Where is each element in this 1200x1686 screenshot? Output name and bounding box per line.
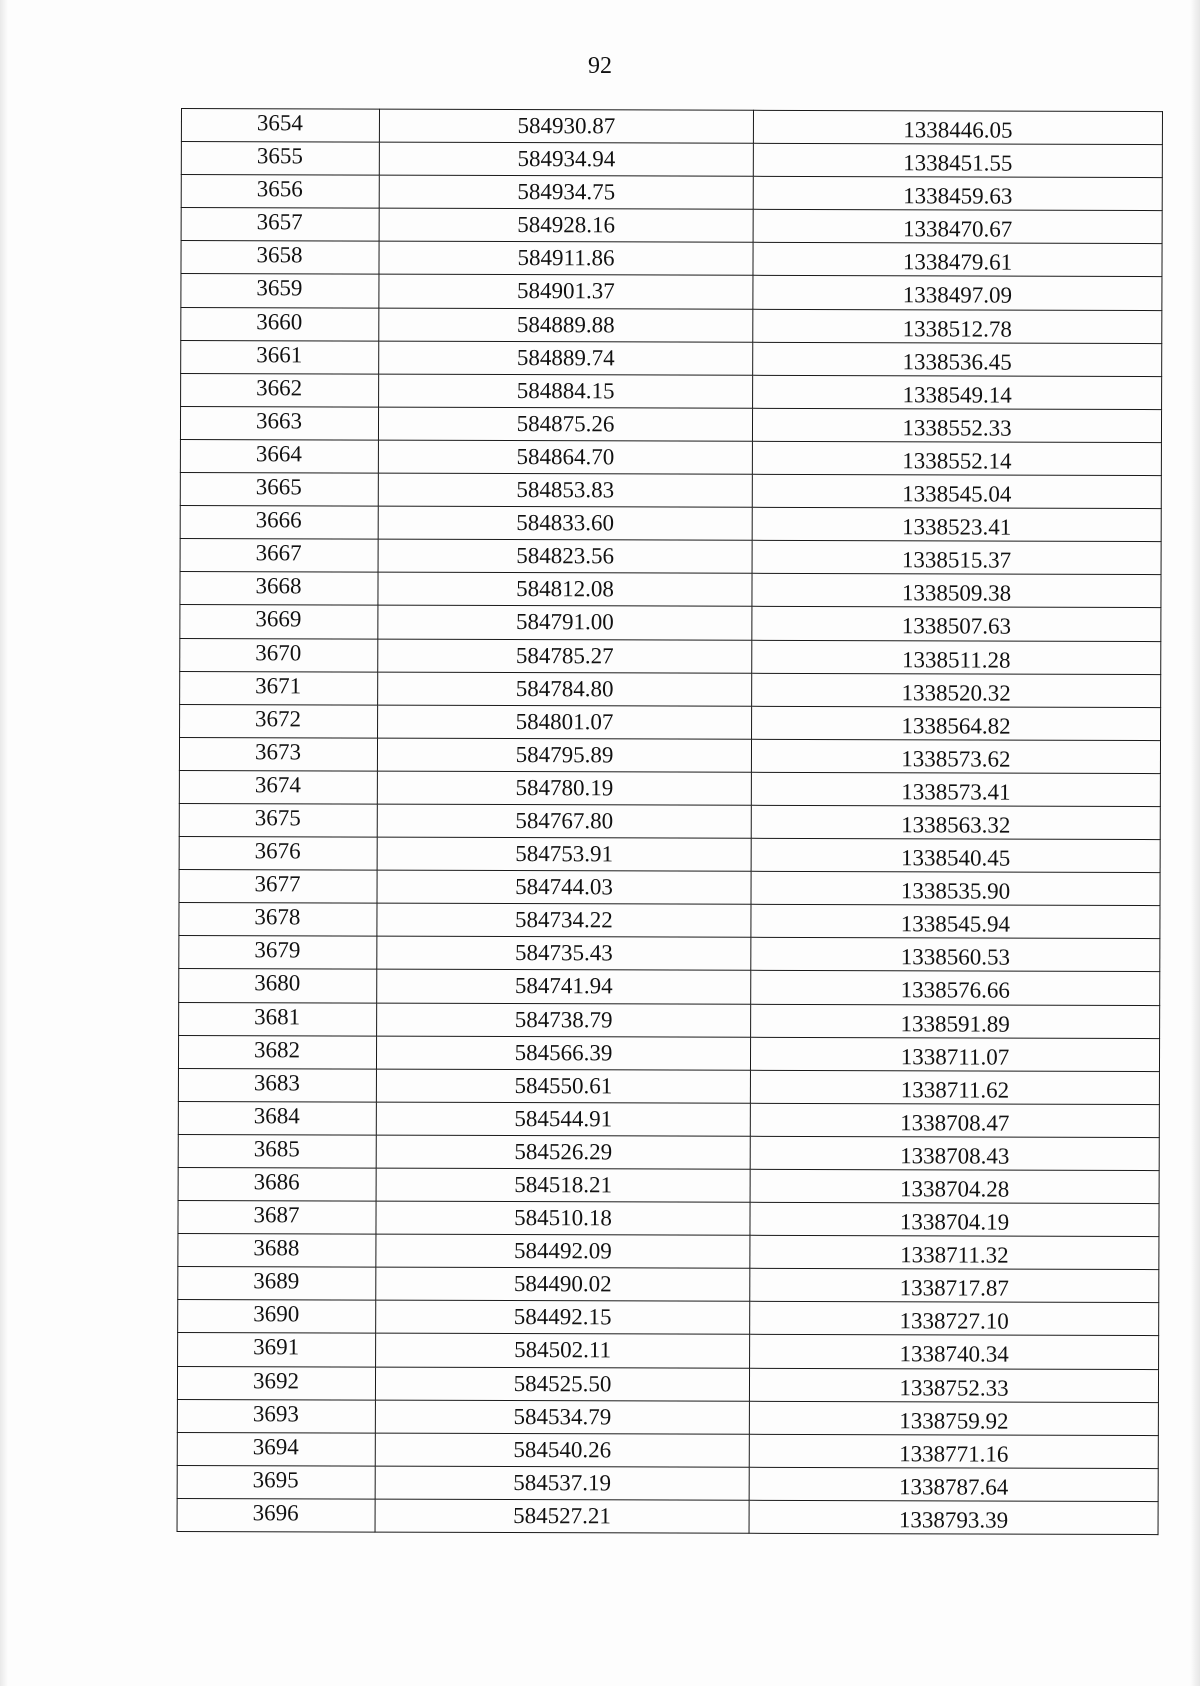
y-coordinate-cell: 1338704.28	[750, 1169, 1159, 1203]
y-coordinate-cell: 1338515.37	[752, 541, 1161, 575]
y-coordinate-cell: 1338771.16	[749, 1434, 1158, 1468]
y-coordinate-cell: 1338576.66	[751, 971, 1160, 1005]
table-row	[179, 803, 1160, 839]
y-coordinate-cell: 1338545.04	[752, 474, 1161, 508]
table-row	[181, 208, 1162, 244]
point-number-cell: 3681	[179, 1002, 377, 1036]
y-coordinate-cell: 1338708.47	[750, 1103, 1159, 1137]
x-coordinate-cell: 584934.94	[379, 142, 753, 176]
y-coordinate-cell: 1338552.14	[752, 441, 1161, 475]
table-row	[180, 572, 1161, 608]
x-coordinate-cell: 584901.37	[379, 275, 753, 309]
coordinates-table-body	[177, 109, 1162, 1535]
table-row	[180, 473, 1161, 509]
y-coordinate-cell: 1338711.62	[750, 1070, 1159, 1104]
x-coordinate-cell: 584734.22	[377, 903, 751, 937]
y-coordinate-cell: 1338708.43	[750, 1136, 1159, 1170]
table-row	[178, 1167, 1159, 1203]
point-number-cell: 3671	[180, 671, 378, 705]
y-coordinate-cell: 1338549.14	[753, 375, 1162, 409]
y-coordinate-cell: 1338560.53	[751, 938, 1160, 972]
x-coordinate-cell: 584889.88	[379, 308, 753, 342]
x-coordinate-cell: 584550.61	[376, 1069, 750, 1103]
point-number-cell: 3679	[179, 936, 377, 970]
point-number-cell: 3682	[178, 1035, 376, 1069]
x-coordinate-cell: 584753.91	[377, 837, 751, 871]
x-coordinate-cell: 584518.21	[376, 1168, 750, 1202]
table-row	[177, 1498, 1158, 1534]
point-number-cell: 3695	[177, 1465, 375, 1499]
x-coordinate-cell: 584823.56	[378, 539, 752, 573]
table-row	[178, 1101, 1159, 1137]
point-number-cell: 3696	[177, 1498, 375, 1532]
table-row	[179, 870, 1160, 906]
table-row	[178, 1035, 1159, 1071]
point-number-cell: 3658	[181, 241, 379, 275]
table-row	[179, 737, 1160, 773]
point-number-cell: 3668	[180, 572, 378, 606]
point-number-cell: 3673	[179, 737, 377, 771]
y-coordinate-cell: 1338511.28	[752, 640, 1161, 674]
x-coordinate-cell: 584526.29	[376, 1135, 750, 1169]
x-coordinate-cell: 584812.08	[378, 572, 752, 606]
x-coordinate-cell: 584853.83	[378, 473, 752, 507]
point-number-cell: 3654	[181, 109, 379, 143]
y-coordinate-cell: 1338752.33	[749, 1368, 1158, 1402]
y-coordinate-cell: 1338446.05	[753, 110, 1162, 144]
y-coordinate-cell: 1338479.61	[753, 243, 1162, 277]
point-number-cell: 3664	[180, 439, 378, 473]
point-number-cell: 3692	[177, 1366, 375, 1400]
x-coordinate-cell: 584889.74	[379, 341, 753, 375]
table-row	[181, 274, 1162, 310]
table-row	[180, 704, 1161, 740]
y-coordinate-cell: 1338512.78	[753, 309, 1162, 343]
table-row	[181, 109, 1162, 145]
table-row	[179, 969, 1160, 1005]
y-coordinate-cell: 1338759.92	[749, 1401, 1158, 1435]
y-coordinate-cell: 1338717.87	[750, 1269, 1159, 1303]
x-coordinate-cell: 584492.09	[376, 1234, 750, 1268]
y-coordinate-cell: 1338591.89	[751, 1004, 1160, 1038]
x-coordinate-cell: 584911.86	[379, 241, 753, 275]
point-number-cell: 3657	[181, 208, 379, 242]
point-number-cell: 3656	[181, 175, 379, 209]
table-row	[179, 837, 1160, 873]
x-coordinate-cell: 584744.03	[377, 870, 751, 904]
point-number-cell: 3669	[180, 605, 378, 639]
point-number-cell: 3663	[180, 406, 378, 440]
point-number-cell: 3661	[181, 340, 379, 374]
x-coordinate-cell: 584738.79	[377, 1003, 751, 1037]
table-row	[177, 1399, 1158, 1435]
point-number-cell: 3678	[179, 903, 377, 937]
table-row	[181, 142, 1162, 178]
table-row	[180, 439, 1161, 475]
y-coordinate-cell: 1338573.62	[751, 739, 1160, 773]
x-coordinate-cell: 584540.26	[375, 1433, 749, 1467]
y-coordinate-cell: 1338711.32	[750, 1235, 1159, 1269]
scan-edge-left	[0, 0, 8, 1686]
point-number-cell: 3685	[178, 1134, 376, 1168]
table-row	[179, 1002, 1160, 1038]
point-number-cell: 3694	[177, 1432, 375, 1466]
x-coordinate-cell: 584791.00	[378, 606, 752, 640]
y-coordinate-cell: 1338564.82	[752, 706, 1161, 740]
y-coordinate-cell: 1338545.94	[751, 905, 1160, 939]
point-number-cell: 3686	[178, 1167, 376, 1201]
y-coordinate-cell: 1338540.45	[751, 838, 1160, 872]
table-row	[180, 671, 1161, 707]
y-coordinate-cell: 1338552.33	[752, 408, 1161, 442]
x-coordinate-cell: 584767.80	[377, 804, 751, 838]
point-number-cell: 3665	[180, 473, 378, 507]
y-coordinate-cell: 1338523.41	[752, 507, 1161, 541]
y-coordinate-cell: 1338509.38	[752, 574, 1161, 608]
x-coordinate-cell: 584525.50	[375, 1367, 749, 1401]
table-row	[178, 1300, 1159, 1336]
x-coordinate-cell: 584864.70	[378, 440, 752, 474]
x-coordinate-cell: 584784.80	[378, 672, 752, 706]
x-coordinate-cell: 584934.75	[379, 175, 753, 209]
y-coordinate-cell: 1338711.07	[750, 1037, 1159, 1071]
table-row	[181, 307, 1162, 343]
x-coordinate-cell: 584735.43	[377, 936, 751, 970]
x-coordinate-cell: 584544.91	[376, 1102, 750, 1136]
point-number-cell: 3687	[178, 1201, 376, 1235]
x-coordinate-cell: 584566.39	[376, 1036, 750, 1070]
table-row	[181, 175, 1162, 211]
point-number-cell: 3666	[180, 506, 378, 540]
table-row	[181, 373, 1162, 409]
x-coordinate-cell: 584741.94	[377, 970, 751, 1004]
point-number-cell: 3688	[178, 1234, 376, 1268]
coordinates-table	[177, 108, 1163, 1535]
table-row	[180, 506, 1161, 542]
table-row	[179, 936, 1160, 972]
x-coordinate-cell: 584502.11	[376, 1334, 750, 1368]
table-row	[180, 605, 1161, 641]
y-coordinate-cell: 1338451.55	[753, 143, 1162, 177]
y-coordinate-cell: 1338459.63	[753, 176, 1162, 210]
x-coordinate-cell: 584875.26	[378, 407, 752, 441]
y-coordinate-cell: 1338535.90	[751, 871, 1160, 905]
x-coordinate-cell: 584801.07	[378, 705, 752, 739]
point-number-cell: 3667	[180, 539, 378, 573]
point-number-cell: 3689	[178, 1267, 376, 1301]
x-coordinate-cell: 584884.15	[379, 374, 753, 408]
x-coordinate-cell: 584537.19	[375, 1466, 749, 1500]
y-coordinate-cell: 1338573.41	[751, 772, 1160, 806]
table-row	[177, 1366, 1158, 1402]
page-number: 92	[588, 53, 612, 79]
y-coordinate-cell: 1338727.10	[750, 1302, 1159, 1336]
point-number-cell: 3684	[178, 1101, 376, 1135]
x-coordinate-cell: 584490.02	[376, 1267, 750, 1301]
table-row	[177, 1465, 1158, 1501]
point-number-cell: 3672	[180, 704, 378, 738]
x-coordinate-cell: 584527.21	[375, 1499, 749, 1533]
x-coordinate-cell: 584928.16	[379, 208, 753, 242]
table-row	[178, 1267, 1159, 1303]
y-coordinate-cell: 1338740.34	[750, 1335, 1159, 1369]
x-coordinate-cell: 584833.60	[378, 506, 752, 540]
x-coordinate-cell: 584534.79	[375, 1400, 749, 1434]
table-row	[179, 770, 1160, 806]
x-coordinate-cell: 584780.19	[377, 771, 751, 805]
table-row	[180, 406, 1161, 442]
point-number-cell: 3660	[181, 307, 379, 341]
y-coordinate-cell: 1338507.63	[752, 607, 1161, 641]
y-coordinate-cell: 1338787.64	[749, 1467, 1158, 1501]
table-row	[178, 1201, 1159, 1237]
x-coordinate-cell: 584510.18	[376, 1201, 750, 1235]
point-number-cell: 3670	[180, 638, 378, 672]
point-number-cell: 3677	[179, 870, 377, 904]
point-number-cell: 3662	[181, 373, 379, 407]
y-coordinate-cell: 1338520.32	[752, 673, 1161, 707]
y-coordinate-cell: 1338704.19	[750, 1202, 1159, 1236]
table-row	[179, 903, 1160, 939]
y-coordinate-cell: 1338793.39	[749, 1500, 1158, 1534]
x-coordinate-cell: 584795.89	[377, 738, 751, 772]
point-number-cell: 3655	[181, 142, 379, 176]
point-number-cell: 3674	[179, 770, 377, 804]
table-row	[181, 241, 1162, 277]
point-number-cell: 3690	[178, 1300, 376, 1334]
y-coordinate-cell: 1338563.32	[751, 805, 1160, 839]
x-coordinate-cell: 584930.87	[379, 109, 753, 143]
point-number-cell: 3691	[178, 1333, 376, 1367]
table-row	[180, 638, 1161, 674]
point-number-cell: 3680	[179, 969, 377, 1003]
point-number-cell: 3676	[179, 837, 377, 871]
table-row	[180, 539, 1161, 575]
point-number-cell: 3659	[181, 274, 379, 308]
point-number-cell: 3675	[179, 803, 377, 837]
table-row	[178, 1134, 1159, 1170]
table-row	[177, 1432, 1158, 1468]
y-coordinate-cell: 1338470.67	[753, 210, 1162, 244]
point-number-cell: 3693	[177, 1399, 375, 1433]
table-row	[181, 340, 1162, 376]
table-row	[178, 1234, 1159, 1270]
y-coordinate-cell: 1338536.45	[753, 342, 1162, 376]
scan-edge-right	[1190, 0, 1200, 1686]
y-coordinate-cell: 1338497.09	[753, 276, 1162, 310]
table-row	[178, 1068, 1159, 1104]
x-coordinate-cell: 584492.15	[376, 1300, 750, 1334]
table-row	[178, 1333, 1159, 1369]
point-number-cell: 3683	[178, 1068, 376, 1102]
x-coordinate-cell: 584785.27	[378, 639, 752, 673]
